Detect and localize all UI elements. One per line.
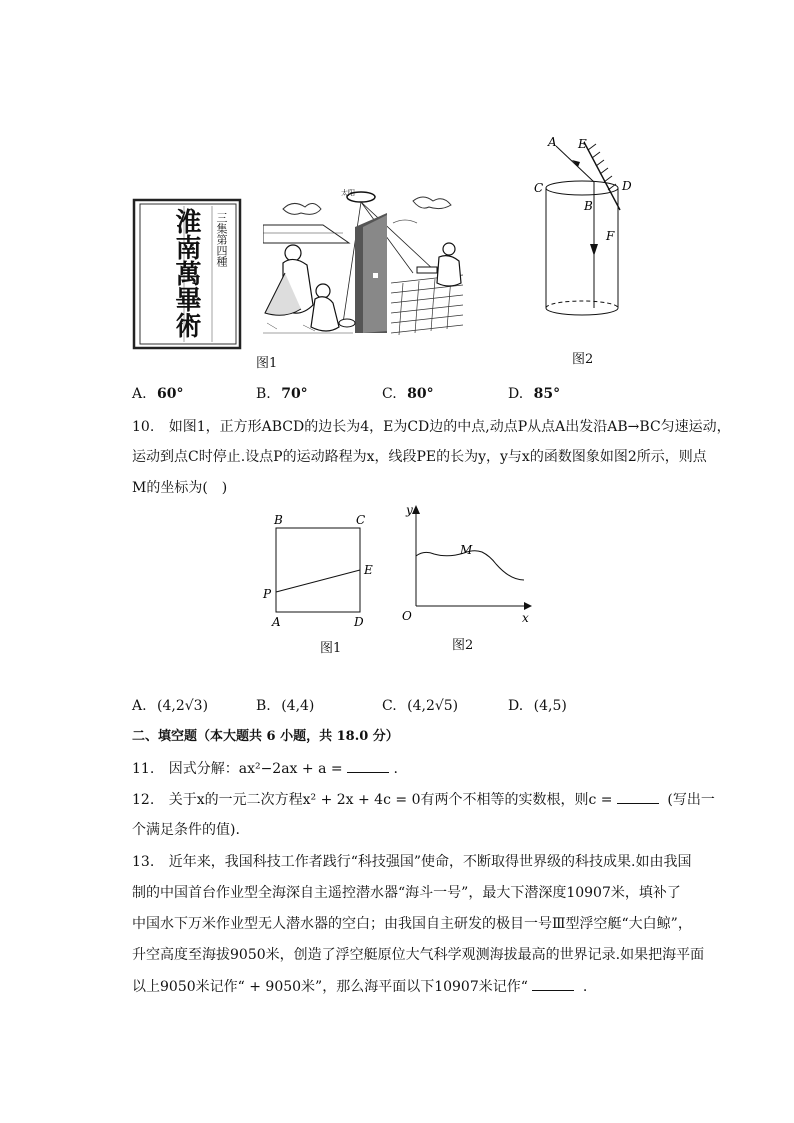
option-letter: D. bbox=[508, 386, 524, 402]
q12-line2: 个满足条件的值). bbox=[132, 822, 240, 838]
q11 bbox=[132, 758, 398, 779]
option-value: (4,4) bbox=[281, 698, 315, 714]
figure-caption-2: 图2 bbox=[572, 352, 594, 367]
option-letter: D. bbox=[508, 698, 524, 714]
label-M: M bbox=[460, 543, 473, 557]
book-title: 淮南萬畢術 bbox=[171, 208, 201, 338]
label-C-top: C bbox=[534, 181, 544, 195]
answer-blank[interactable] bbox=[617, 789, 659, 804]
q9-option-a bbox=[132, 384, 184, 404]
q9-option-b bbox=[256, 384, 308, 404]
figure-caption-1: 图1 bbox=[256, 356, 278, 371]
question-text: 近年来，我国科技工作者践行“科技强国”使命，不断取得世界级的科技成果.如由我国 bbox=[168, 854, 692, 870]
label-E-top: E bbox=[578, 137, 587, 151]
q13-line4: 升空高度至海拔9050米，创造了浮空艇原位大气科学观测海拔最高的世界记录.如果把海平面 bbox=[132, 947, 705, 963]
question-end: . bbox=[393, 761, 398, 777]
answer-blank[interactable] bbox=[532, 976, 574, 991]
option-letter: A. bbox=[132, 386, 147, 402]
q10-function-graph bbox=[398, 500, 538, 626]
origin-label: O bbox=[402, 609, 412, 623]
question-text: 关于x的一元二次方程x² + 2x + 4c = 0有两个不相等的实数根，则c = bbox=[168, 792, 617, 808]
answer-blank[interactable] bbox=[347, 758, 389, 773]
label-A-top: A bbox=[548, 135, 557, 149]
book-cover-image bbox=[132, 198, 242, 350]
label-C: C bbox=[356, 513, 366, 527]
q13-line3: 中国水下万米作业型无人潜水器的空白；由我国自主研发的极目一号Ⅲ型浮空艇“大白鲸”， bbox=[132, 916, 692, 932]
label-F-top: F bbox=[606, 229, 615, 243]
q10-option-c bbox=[382, 696, 458, 716]
question-number: 13. bbox=[132, 854, 155, 870]
q10-caption-1: 图1 bbox=[320, 641, 342, 656]
q13-line1 bbox=[132, 852, 691, 872]
axis-label-y: y bbox=[406, 503, 413, 517]
question-number: 11. bbox=[132, 761, 155, 777]
option-value: 70° bbox=[281, 386, 308, 402]
label-A: A bbox=[272, 615, 281, 629]
option-value: (4,2√5) bbox=[407, 698, 459, 714]
option-letter: C. bbox=[382, 698, 397, 714]
q9-option-c bbox=[382, 384, 434, 404]
question-text-tail: (写出一 bbox=[667, 792, 715, 808]
option-value: 80° bbox=[407, 386, 434, 402]
label-B: B bbox=[274, 513, 283, 527]
axis-label-x: x bbox=[522, 611, 529, 625]
label-D-top: D bbox=[622, 179, 632, 193]
question-number: 12. bbox=[132, 792, 155, 808]
q9-option-d bbox=[508, 384, 560, 404]
option-letter: B. bbox=[256, 698, 271, 714]
sun-label: 太阳 bbox=[341, 189, 355, 197]
q10-line2: 运动到点C时停止.设点P的运动路程为x，线段PE的长为y，y与x的函数图象如图2所示，则点 bbox=[132, 449, 707, 465]
q12-line1 bbox=[132, 789, 715, 810]
option-value: (4,5) bbox=[533, 698, 567, 714]
question-end: . bbox=[582, 979, 588, 995]
question-text: 因式分解：ax²−2ax + a = bbox=[168, 761, 348, 777]
q10-line1 bbox=[132, 417, 731, 437]
label-P: P bbox=[263, 587, 272, 601]
q13-line2: 制的中国首台作业型全海深自主遥控潜水器“海斗一号”，最大下潜深度10907米，填补了 bbox=[132, 885, 681, 901]
q10-line3: M的坐标为( ) bbox=[132, 480, 228, 496]
option-value: (4,2√3) bbox=[157, 698, 209, 714]
book-subtitle: 三集第四種 bbox=[215, 212, 228, 267]
option-value: 85° bbox=[533, 386, 561, 402]
option-letter: B. bbox=[256, 386, 271, 402]
q10-square-figure bbox=[258, 512, 378, 630]
q10-option-a bbox=[132, 696, 208, 716]
ancient-woodcut-illustration bbox=[263, 183, 466, 340]
q10-caption-2: 图2 bbox=[452, 638, 474, 653]
section-heading-fill-in: 二、填空题（本大题共 6 小题，共 18.0 分） bbox=[132, 729, 399, 744]
question-text: 以上9050米记作“ + 9050米”，那么海平面以下10907米记作“ bbox=[132, 979, 528, 995]
q10-option-b bbox=[256, 696, 314, 716]
question-text: 如图1，正方形ABCD的边长为4，E为CD边的中点,动点P从点A出发沿AB→BC匀速运动， bbox=[168, 419, 731, 435]
option-letter: C. bbox=[382, 386, 397, 402]
option-value: 60° bbox=[157, 386, 184, 402]
label-E: E bbox=[364, 563, 373, 577]
q10-option-d bbox=[508, 696, 567, 716]
label-B-top: B bbox=[584, 199, 593, 213]
question-number: 10. bbox=[132, 419, 155, 435]
cylinder-reflection-diagram bbox=[528, 130, 648, 330]
q13-line5 bbox=[132, 976, 587, 997]
label-D: D bbox=[354, 615, 364, 629]
option-letter: A. bbox=[132, 698, 147, 714]
